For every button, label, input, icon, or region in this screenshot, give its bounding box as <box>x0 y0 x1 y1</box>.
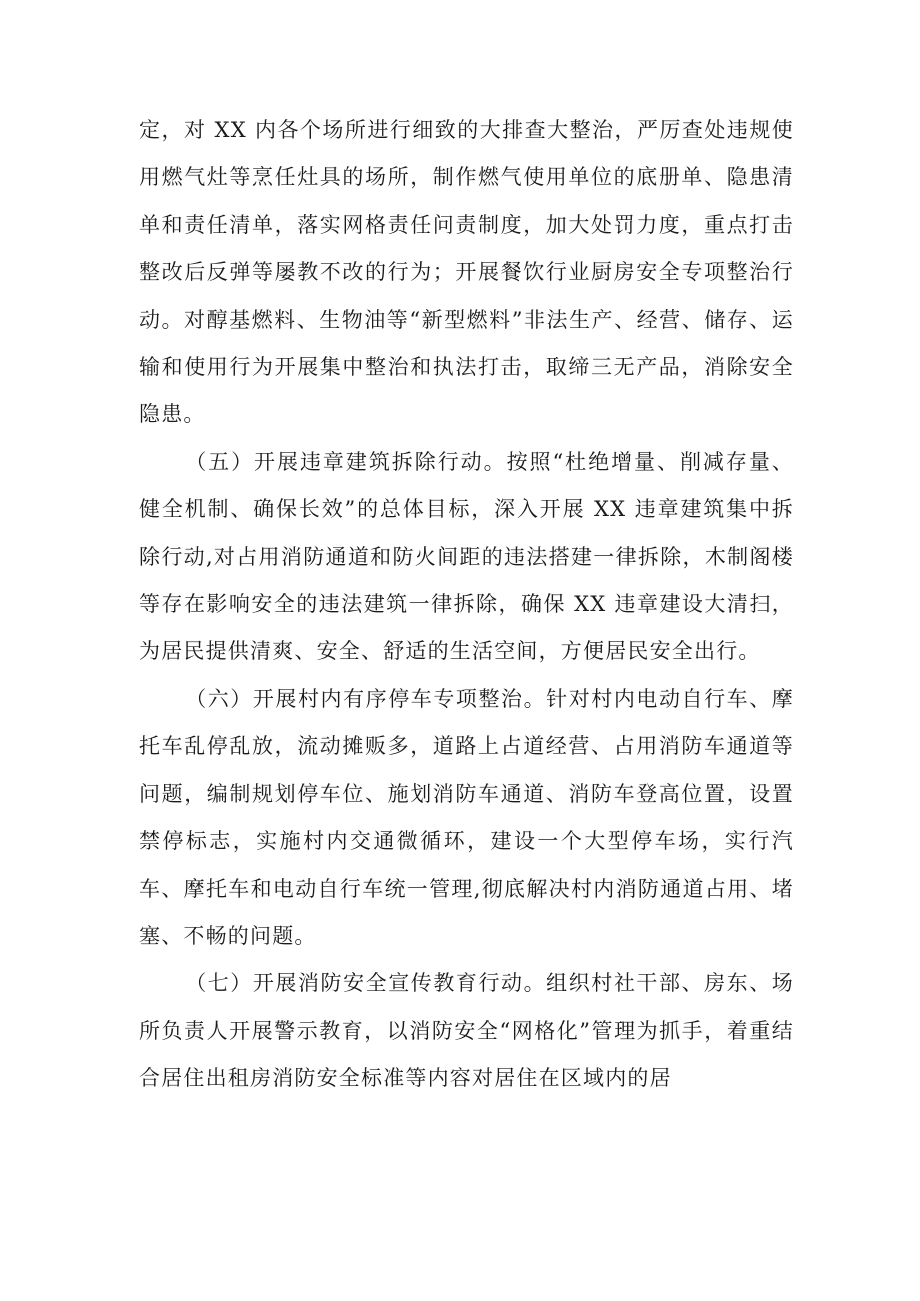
document-body <box>139 107 794 1103</box>
paragraph-section-7: （七）开展消防安全宣传教育行动。组织村社干部、房东、场所负责人开展警示教育，以消防安全“网格化”管理为抓手，着重结合居住出租房消防安全标准等内容对居住在区域内的居 <box>139 971 794 1091</box>
paragraph-section-5: （五）开展违章建筑拆除行动。按照“杜绝增量、削减存量、健全机制、确保长效”的总体目标，深入开展 XX 违章建筑集中拆除行动,对占用消防通道和防火间距的违法搭建一律拆除，木制阁楼等存在影响安全的违法建筑一律拆除，确保 XX 违章建设大清扫，为居民提供清爽、安全、舒适的生活空间，方便居民安全出行。 <box>139 449 794 664</box>
paragraph-continuation: 定，对 XX 内各个场所进行细致的大排查大整治，严厉查处违规使用燃气灶等烹任灶具的场所，制作燃气使用单位的底册单、隐患清单和责任清单，落实网格责任问责制度，加大处罚力度，重点打击整改后反弹等屡教不改的行为；开展餐饮行业厨房安全专项整治行动。对醇基燃料、生物油等“新型燃料”非法生产、经营、储存、运输和使用行为开展集中整治和执法打击，取缔三无产品，消除安全隐患。 <box>139 118 794 427</box>
paragraph-section-6: （六）开展村内有序停车专项整治。针对村内电动自行车、摩托车乱停乱放，流动摊贩多，道路上占道经营、占用消防车通道等问题，编制规划停车位、施划消防车通道、消防车登高位置，设置禁停标志，实施村内交通微循环，建设一个大型停车场，实行汽车、摩托车和电动自行车统一管理,彻底解决村内消防通道占用、堵塞、不畅的问题。 <box>139 686 794 948</box>
